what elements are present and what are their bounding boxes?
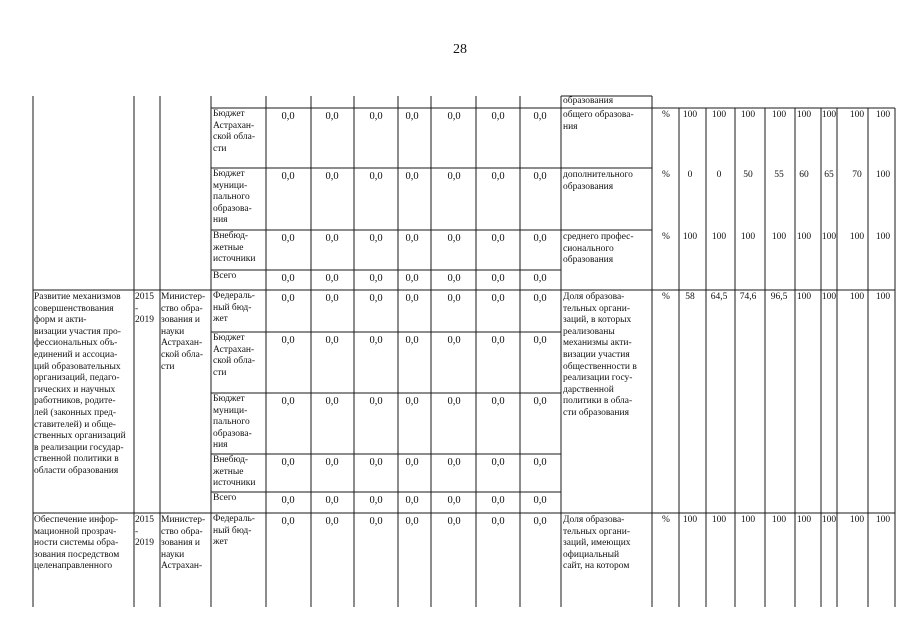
indicator-value: 100 xyxy=(711,110,727,120)
funding-value: 0,0 xyxy=(325,111,339,122)
funding-value: 0,0 xyxy=(281,171,295,182)
funding-value: 0,0 xyxy=(491,495,505,506)
indicator-name: Доля образова- тельных органи- заций, в которых реализованы механизмы акти- визации участия общественности в реализации госу- дарственной политики в обла- сти образования xyxy=(563,292,637,418)
funding-value: 0,0 xyxy=(447,495,461,506)
funding-value: 0,0 xyxy=(405,396,419,407)
indicator-value: 64,5 xyxy=(710,292,728,302)
measure-name: Обеспечение инфор- мационной прозрач- ности системы обра- зования посредством целенаправленного xyxy=(34,515,120,572)
funding-source: Федераль- ный бюд- жет xyxy=(213,291,255,325)
indicator-value: 50 xyxy=(743,170,753,180)
funding-value: 0,0 xyxy=(281,233,295,244)
indicator-value: 100 xyxy=(796,110,812,120)
funding-value: 0,0 xyxy=(405,293,419,304)
indicator-value: 60 xyxy=(799,170,809,180)
funding-value: 0,0 xyxy=(325,457,339,468)
indicator-name: дополнительного образования xyxy=(563,170,633,192)
funding-value: 0,0 xyxy=(447,335,461,346)
funding-value: 0,0 xyxy=(369,457,383,468)
indicator-unit: % xyxy=(662,292,670,302)
funding-value: 0,0 xyxy=(447,233,461,244)
funding-value: 0,0 xyxy=(447,111,461,122)
indicator-value: 70 xyxy=(852,170,862,180)
funding-value: 0,0 xyxy=(447,273,461,284)
funding-value: 0,0 xyxy=(281,516,295,527)
funding-value: 0,0 xyxy=(405,273,419,284)
indicator-value: 55 xyxy=(774,170,784,180)
funding-source: Бюджет Астрахан- ской обла- сти xyxy=(213,109,256,154)
funding-value: 0,0 xyxy=(325,233,339,244)
funding-value: 0,0 xyxy=(325,495,339,506)
funding-value: 0,0 xyxy=(325,171,339,182)
funding-value: 0,0 xyxy=(447,457,461,468)
funding-value: 0,0 xyxy=(447,396,461,407)
indicator-name: общего образова- ния xyxy=(563,110,634,132)
funding-value: 0,0 xyxy=(491,171,505,182)
funding-source: Всего xyxy=(213,271,237,281)
funding-value: 0,0 xyxy=(369,273,383,284)
funding-value: 0,0 xyxy=(405,171,419,182)
funding-source: Внебюд- жетные источники xyxy=(213,231,256,265)
funding-value: 0,0 xyxy=(325,396,339,407)
funding-value: 0,0 xyxy=(369,233,383,244)
funding-value: 0,0 xyxy=(281,396,295,407)
funding-value: 0,0 xyxy=(533,495,547,506)
funding-value: 0,0 xyxy=(533,111,547,122)
indicator-name: Доля образова- тельных органи- заций, имеющих официальный сайт, на котором xyxy=(563,515,631,572)
indicator-value: 100 xyxy=(821,232,837,242)
indicator-value: 100 xyxy=(796,232,812,242)
indicator-value: 0 xyxy=(716,170,722,180)
funding-value: 0,0 xyxy=(405,457,419,468)
indicator-value: 100 xyxy=(682,110,698,120)
indicator-value: 100 xyxy=(740,232,756,242)
funding-value: 0,0 xyxy=(281,111,295,122)
funding-value: 0,0 xyxy=(369,293,383,304)
funding-value: 0,0 xyxy=(533,335,547,346)
funding-source: Бюджет Астрахан- ской обла- сти xyxy=(213,333,256,378)
funding-source: Бюджет муници- пального образова- ния xyxy=(213,169,252,226)
funding-value: 0,0 xyxy=(281,273,295,284)
funding-value: 0,0 xyxy=(281,335,295,346)
indicator-value: 100 xyxy=(875,110,891,120)
funding-source: Бюджет муници- пального образова- ния xyxy=(213,394,252,451)
indicator-value: 96,5 xyxy=(770,292,788,302)
indicator-value: 100 xyxy=(875,170,891,180)
funding-value: 0,0 xyxy=(325,335,339,346)
indicator-value: 100 xyxy=(821,292,837,302)
indicator-name: среднего профес- сионального образования xyxy=(563,232,634,266)
indicator-value: 100 xyxy=(711,515,727,525)
indicator-value: 100 xyxy=(771,232,787,242)
funding-value: 0,0 xyxy=(281,457,295,468)
indicator-value: 100 xyxy=(849,110,865,120)
indicator-value: 100 xyxy=(849,515,865,525)
measure-years: 2015 - 2019 xyxy=(135,292,154,326)
measure-executor: Министер- ство обра- зования и науки Астрахан- xyxy=(161,515,206,572)
funding-value: 0,0 xyxy=(447,293,461,304)
indicator-fragment: образования xyxy=(563,96,614,106)
funding-value: 0,0 xyxy=(369,495,383,506)
funding-value: 0,0 xyxy=(491,273,505,284)
funding-value: 0,0 xyxy=(491,111,505,122)
funding-value: 0,0 xyxy=(405,111,419,122)
indicator-value: 100 xyxy=(682,232,698,242)
funding-value: 0,0 xyxy=(447,516,461,527)
indicator-value: 100 xyxy=(771,515,787,525)
measure-executor: Министер- ство обра- зования и науки Астрахан- ской обла- сти xyxy=(161,292,206,372)
funding-value: 0,0 xyxy=(533,396,547,407)
indicator-value: 100 xyxy=(740,110,756,120)
funding-value: 0,0 xyxy=(369,171,383,182)
indicator-value: 100 xyxy=(711,232,727,242)
indicator-unit: % xyxy=(662,515,670,525)
indicator-value: 100 xyxy=(771,110,787,120)
indicator-unit: % xyxy=(662,232,670,242)
funding-value: 0,0 xyxy=(405,516,419,527)
funding-value: 0,0 xyxy=(405,233,419,244)
funding-value: 0,0 xyxy=(533,457,547,468)
funding-value: 0,0 xyxy=(447,171,461,182)
funding-value: 0,0 xyxy=(491,396,505,407)
funding-source: Внебюд- жетные источники xyxy=(213,455,256,489)
indicator-unit: % xyxy=(662,110,670,120)
funding-value: 0,0 xyxy=(369,335,383,346)
indicator-unit: % xyxy=(662,170,670,180)
funding-value: 0,0 xyxy=(491,233,505,244)
funding-value: 0,0 xyxy=(491,335,505,346)
indicator-value: 100 xyxy=(682,515,698,525)
indicator-value: 100 xyxy=(875,232,891,242)
funding-source: Федераль- ный бюд- жет xyxy=(213,514,255,548)
funding-value: 0,0 xyxy=(491,457,505,468)
indicator-value: 100 xyxy=(821,515,837,525)
indicator-value: 58 xyxy=(685,292,695,302)
indicator-value: 0 xyxy=(687,170,693,180)
funding-value: 0,0 xyxy=(325,293,339,304)
indicator-value: 100 xyxy=(849,292,865,302)
funding-value: 0,0 xyxy=(405,335,419,346)
funding-value: 0,0 xyxy=(533,516,547,527)
funding-value: 0,0 xyxy=(281,293,295,304)
measure-years: 2015 - 2019 xyxy=(135,515,154,549)
funding-value: 0,0 xyxy=(533,171,547,182)
page-number: 28 xyxy=(453,42,467,57)
funding-value: 0,0 xyxy=(325,516,339,527)
funding-source: Всего xyxy=(213,493,237,503)
indicator-value: 100 xyxy=(821,110,837,120)
indicator-value: 100 xyxy=(849,232,865,242)
funding-value: 0,0 xyxy=(369,111,383,122)
funding-value: 0,0 xyxy=(281,495,295,506)
funding-value: 0,0 xyxy=(491,516,505,527)
indicator-value: 100 xyxy=(796,292,812,302)
indicator-value: 74,6 xyxy=(739,292,757,302)
indicator-value: 65 xyxy=(824,170,834,180)
funding-value: 0,0 xyxy=(533,233,547,244)
indicator-value: 100 xyxy=(875,292,891,302)
funding-value: 0,0 xyxy=(491,293,505,304)
indicator-value: 100 xyxy=(740,515,756,525)
indicator-value: 100 xyxy=(875,515,891,525)
funding-value: 0,0 xyxy=(533,293,547,304)
funding-value: 0,0 xyxy=(533,273,547,284)
measure-name: Развитие механизмов совершенствования форм и акти- визации участия про- фессиональных объ- единений и ассоциа- ций образовательных организаций, педаго- гических и научных работников, родите- лей (законных пред- ставителей) и обще- ственных организаций в реализации государ- ственной политики в области образования xyxy=(34,292,126,476)
indicator-value: 100 xyxy=(796,515,812,525)
funding-value: 0,0 xyxy=(325,273,339,284)
funding-value: 0,0 xyxy=(369,396,383,407)
funding-value: 0,0 xyxy=(405,495,419,506)
funding-value: 0,0 xyxy=(369,516,383,527)
